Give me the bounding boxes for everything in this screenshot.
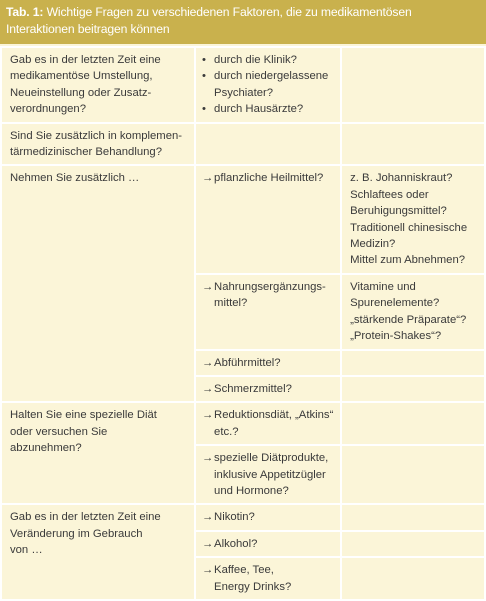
- detail-cell: [195, 47, 341, 123]
- item-text: Energy Drinks?: [214, 580, 292, 593]
- table-row: [1, 165, 485, 273]
- question-line: Neueinstellung oder Zusatz-: [10, 86, 152, 99]
- item-text: inklusive Appetitzügler: [214, 468, 326, 481]
- detail-cell: [195, 165, 341, 273]
- item-text: spezielle Diätprodukte,: [214, 452, 329, 465]
- arrow-icon: →: [202, 564, 214, 577]
- example-line: „Protein-Shakes“?: [350, 330, 442, 343]
- example-cell: [341, 350, 485, 376]
- example-cell: [341, 123, 485, 166]
- example-cell: [341, 274, 485, 350]
- question-line: verordnungen?: [10, 103, 87, 116]
- question-line: Gab es in der letzten Zeit eine: [10, 54, 161, 66]
- question-line: Halten Sie eine spezielle Diät: [10, 409, 157, 422]
- example-cell: [341, 531, 485, 557]
- item-text: Kaffee, Tee,: [214, 564, 274, 577]
- bullet-item: • durch Hausärzte?: [202, 101, 334, 117]
- table-row: [1, 402, 485, 445]
- question-line: Sind Sie zusätzlich in komplemen-: [10, 129, 183, 142]
- example-cell: [341, 402, 485, 445]
- question-cell: [1, 47, 195, 123]
- question-cell: [1, 165, 195, 402]
- example-line: Beruhigungsmittel?: [350, 205, 447, 218]
- table-caption-label: Tab. 1:: [6, 5, 44, 19]
- table-caption-title: Wichtige Fragen zu verschiedenen Faktoren, die zu medikamentösen Interaktionen beitragen können: [6, 5, 412, 36]
- item-text: Schmerzmittel?: [214, 382, 292, 395]
- example-line: Schlaftees oder: [350, 188, 429, 201]
- table-caption: [0, 0, 486, 44]
- item-text: Alkohol?: [214, 537, 258, 550]
- bullet-item: • durch die Klinik?: [202, 52, 334, 68]
- bullet-list: [202, 52, 334, 118]
- example-line: „stärkende Präparate“?: [350, 313, 467, 326]
- question-cell: [1, 402, 195, 504]
- example-line: Spurenelemente?: [350, 297, 440, 310]
- table-row: [1, 123, 485, 166]
- question-line: medikamentöse Umstellung,: [10, 70, 153, 83]
- example-cell: [341, 165, 485, 273]
- item-text: Reduktionsdiät, „Atkins“: [214, 409, 334, 422]
- example-cell: [341, 445, 485, 504]
- item-text: pflanzliche Heilmittel?: [214, 172, 324, 185]
- item-text: Abführmittel?: [214, 356, 281, 369]
- question-line: tärmedizinischer Behandlung?: [10, 146, 162, 159]
- arrow-icon: →: [202, 409, 214, 422]
- detail-cell: [195, 402, 341, 445]
- bullet-item: • durch niedergelassene Psychiater?: [202, 68, 334, 101]
- question-line: Nehmen Sie zusätzlich …: [10, 172, 140, 185]
- question-cell: [1, 504, 195, 600]
- example-line: z. B. Johanniskraut?: [350, 172, 453, 185]
- example-cell: [341, 504, 485, 530]
- arrow-icon: →: [202, 280, 214, 293]
- question-line: von …: [10, 544, 43, 557]
- question-line: oder versuchen Sie: [10, 425, 108, 438]
- example-line: Traditionell chinesische: [350, 221, 468, 234]
- arrow-icon: →: [202, 172, 214, 185]
- detail-cell: [195, 557, 341, 600]
- item-text: und Hormone?: [214, 484, 289, 497]
- example-cell: [341, 376, 485, 402]
- detail-cell: [195, 123, 341, 166]
- question-line: Veränderung im Gebrauch: [10, 527, 143, 540]
- example-line: Vitamine und: [350, 280, 416, 293]
- arrow-icon: →: [202, 537, 214, 550]
- example-line: Medizin?: [350, 238, 396, 251]
- arrow-icon: →: [202, 356, 214, 369]
- detail-cell: [195, 504, 341, 530]
- question-cell: [1, 123, 195, 166]
- item-text: Nikotin?: [214, 511, 255, 524]
- question-line: abzunehmen?: [10, 442, 82, 455]
- arrow-icon: →: [202, 382, 214, 395]
- item-text: Nahrungsergänzungs-: [214, 280, 326, 293]
- arrow-icon: →: [202, 452, 214, 465]
- detail-cell: [195, 531, 341, 557]
- arrow-icon: →: [202, 511, 214, 524]
- item-text: etc.?: [214, 425, 239, 438]
- interaction-questions-table: [0, 46, 486, 601]
- detail-cell: [195, 445, 341, 504]
- example-line: Mittel zum Abnehmen?: [350, 254, 466, 267]
- detail-cell: [195, 376, 341, 402]
- table-row: [1, 504, 485, 530]
- table-row: [1, 47, 485, 123]
- detail-cell: [195, 274, 341, 350]
- example-cell: [341, 47, 485, 123]
- detail-cell: [195, 350, 341, 376]
- question-line: Gab es in der letzten Zeit eine: [10, 511, 161, 524]
- item-text: mittel?: [214, 297, 248, 310]
- example-cell: [341, 557, 485, 600]
